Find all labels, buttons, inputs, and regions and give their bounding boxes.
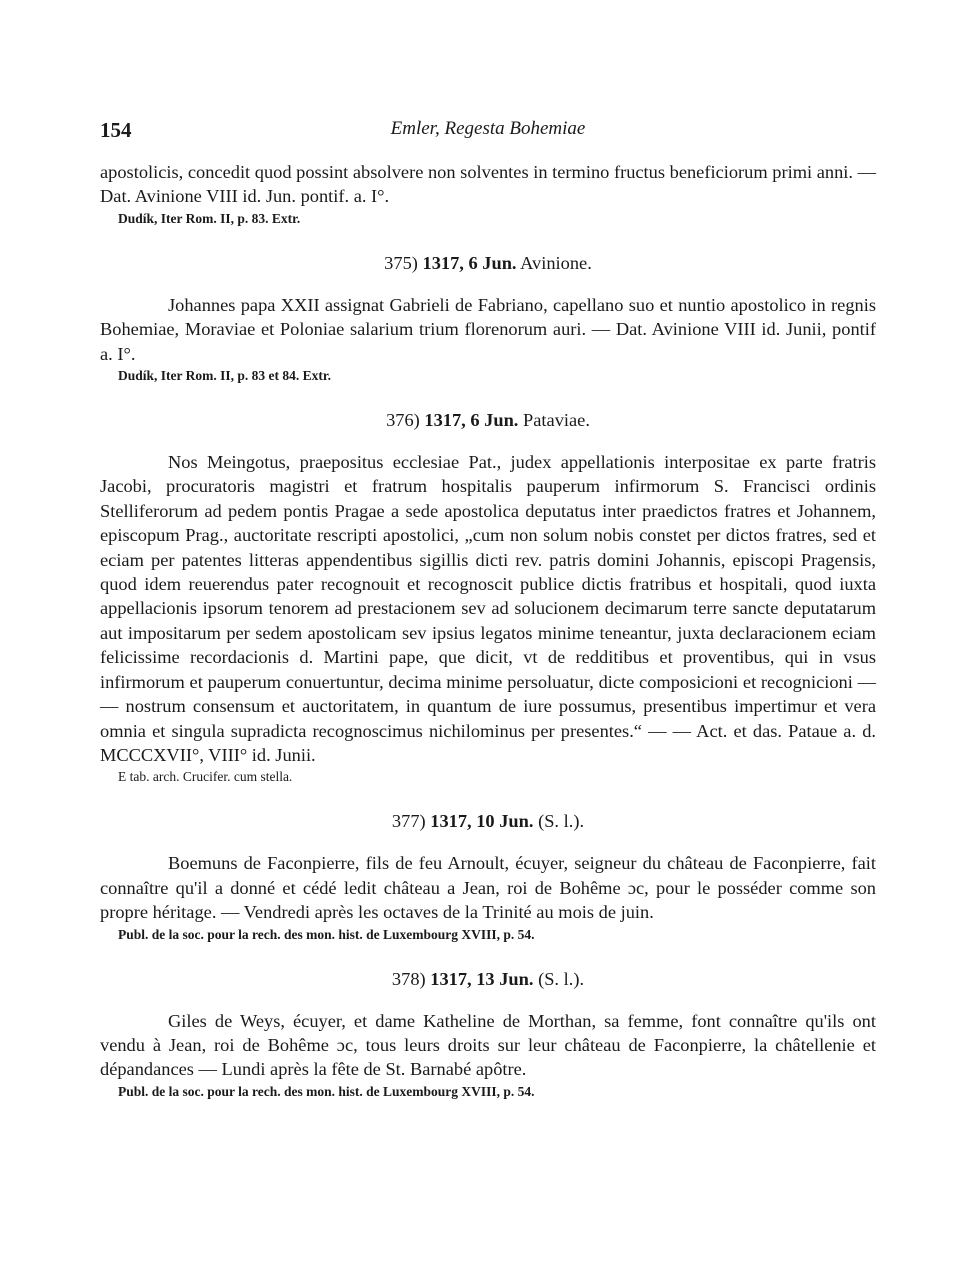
entry-text: Nos Meingotus, praepositus ecclesiae Pat., judex appellationis interpositae ex parte fratris Jacobi, procuratoris magistri et fratrum hospitalis pauperum infirmorum S. Francisci ordinis Stelliferorum ad pedem pontis Pragae a sede apostolica deputatus inter praedictos fratres et Johannem, episcopum Prag., auctoritate rescripti apostolici, „cum non solum nobis constet per dictos fratres, sed et eciam per patentes litteras appendentibus sigillis dicti rev. patris domini Johannis, episcopi Pragensis, quod idem reuerendus pater recognouit et recognoscit publice dictis fratribus et hospitali, quod iuxta appellacionis ipsorum tenorem ad prestacionem sev ad solucionem decimarum terre sancte deputatarum aut impositarum per sedem apostolicam sev ipsius legatos minime teneantur, juxta declaracionem eciam felicissime recordacionis d. Martini pape, que dicit, vt de redditibus et proventibus, qui in vsus infirmorum et pauperum conuertuntur, decima minime persoluatur, dicte composicioni et recognicioni — — nostrum consensum et auctoritatem, in quantum de iure possumus, presentibus impertimur et vera omnia et singula supradicta recognoscimus nichilominus per presentes.“ — — Act. et das. Pataue a. d. MCCCXVII°, VIII° id. Junii. xyxy=(100,452,876,765)
entry-date: 1317, 13 Jun. xyxy=(430,968,534,989)
entry-number: 376) xyxy=(386,410,420,431)
entry-date: 1317, 6 Jun. xyxy=(424,410,519,431)
entry-place: Pataviae. xyxy=(523,410,590,431)
entry-place: (S. l.). xyxy=(538,968,585,989)
entry-number: 375) xyxy=(384,252,418,273)
running-head xyxy=(100,118,876,142)
entry-source: E tab. arch. Crucifer. cum stella. xyxy=(118,769,293,785)
intro-text: apostolicis, concedit quod possint absolvere non solventes in termino fructus beneficiorum primi anni. — Dat. Avinione VIII id. Jun. pontif. a. I°. xyxy=(100,162,876,207)
entry-heading xyxy=(100,809,876,833)
entry-place: Avinione. xyxy=(520,252,592,273)
entry-date: 1317, 10 Jun. xyxy=(430,811,534,832)
entry-number: 377) xyxy=(391,811,426,832)
page-number: 154 xyxy=(100,118,132,142)
entry-heading xyxy=(100,408,876,432)
running-title: Emler, Regesta Bohemiae xyxy=(390,118,586,139)
document-page xyxy=(100,118,876,1102)
entry-source: Publ. de la soc. pour la rech. des mon. hist. de Luxembourg XVIII, p. 54. xyxy=(118,1083,535,1099)
entry-text: Johannes papa XXII assignat Gabrieli de Fabriano, capellano suo et nuntio apostolico in regnis Bohemiae, Moraviae et Poloniae salarium trium florenorum auri. — Dat. Avinione VIII id. Junii, pontif a. I°. xyxy=(100,294,876,364)
entry-text: Boemuns de Faconpierre, fils de feu Arnoult, écuyer, seigneur du château de Faconpierre, fait connaître qu'il a donné et cédé ledit château a Jean, roi de Bohême ɔc, pour le posséder comme son propre héritage. — Vendredi après les octaves de la Trinité au mois de juin. xyxy=(100,853,876,923)
entry-text: Giles de Weys, écuyer, et dame Katheline de Morthan, sa femme, font connaître qu'ils ont vendu à Jean, roi de Bohême ɔc, tous leurs droits sur leur château de Faconpierre, la châtellenie et dépandances — Lundi après la fête de St. Barnabé apôtre. xyxy=(100,1010,876,1080)
intro-source: Dudík, Iter Rom. II, p. 83. Extr. xyxy=(118,210,301,226)
entry-date: 1317, 6 Jun. xyxy=(422,252,517,273)
entry-place: (S. l.). xyxy=(538,811,585,832)
entry-number: 378) xyxy=(391,968,426,989)
entry-source: Publ. de la soc. pour la rech. des mon. hist. de Luxembourg XVIII, p. 54. xyxy=(118,926,535,942)
entry-heading xyxy=(100,251,876,275)
entry-heading xyxy=(100,967,876,991)
entry-source: Dudík, Iter Rom. II, p. 83 et 84. Extr. xyxy=(118,368,332,384)
